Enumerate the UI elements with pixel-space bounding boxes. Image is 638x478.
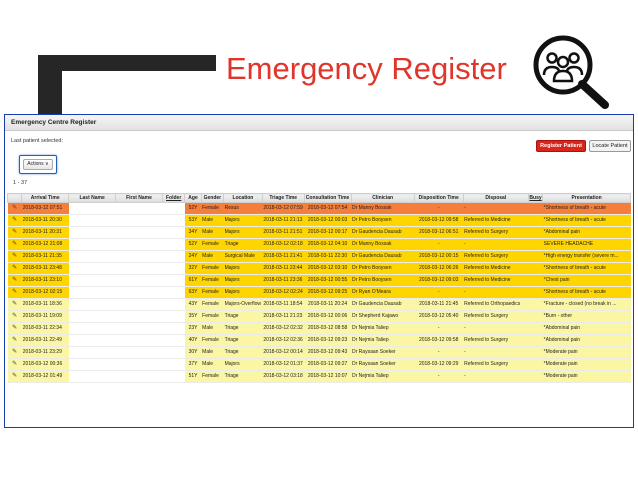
- column-header-age[interactable]: Age: [185, 194, 201, 203]
- disposal-cell: Referred to Surgery: [463, 335, 528, 347]
- consultation-time-cell: 2018-03-12 09:25: [304, 287, 351, 299]
- column-header-first-name[interactable]: First Name: [116, 194, 163, 203]
- busy-cell: [528, 227, 542, 239]
- slide-title: Emergency Register: [226, 51, 507, 86]
- triage-time-cell: 2018-03-11 18:54: [262, 299, 304, 311]
- table-row[interactable]: [8, 335, 631, 347]
- folder-cell: [162, 359, 184, 371]
- pencil-icon[interactable]: ✎: [8, 203, 22, 215]
- table-row[interactable]: [8, 251, 631, 263]
- column-header-arrival-time[interactable]: Arrival Time: [22, 194, 69, 203]
- arrival-time-cell: 2018-03-11 22:34: [22, 323, 69, 335]
- folder-cell: [162, 227, 184, 239]
- clinician-cell: Dr Nejmia Taliep: [351, 323, 414, 335]
- location-cell: Surgical Male: [224, 251, 263, 263]
- consultation-time-cell: 2018-03-11 20:24: [304, 299, 351, 311]
- folder-cell: [162, 263, 184, 275]
- pencil-icon[interactable]: ✎: [8, 275, 22, 287]
- disposal-cell: -: [463, 287, 528, 299]
- gender-cell: Male: [201, 251, 223, 263]
- first-name-cell: [116, 287, 163, 299]
- disposition-time-cell: -: [414, 239, 463, 251]
- triage-time-cell: 2018-03-12 02:36: [262, 335, 304, 347]
- disposal-cell: Referred to Surgery: [463, 227, 528, 239]
- triage-time-cell: 2018-03-12 07:59: [262, 203, 304, 215]
- last-name-cell: [69, 371, 116, 383]
- consultation-time-cell: 2018-03-12 00:06: [304, 311, 351, 323]
- first-name-cell: [116, 347, 163, 359]
- triage-time-cell: 2018-03-11 21:13: [262, 215, 304, 227]
- first-name-cell: [116, 215, 163, 227]
- disposition-time-cell: 2018-03-11 21:45: [414, 299, 463, 311]
- presentation-cell: *Fracture - closed (no break in ...: [543, 299, 631, 311]
- last-name-cell: [69, 323, 116, 335]
- register-table: [7, 193, 631, 383]
- last-name-cell: [69, 299, 116, 311]
- disposition-time-cell: -: [414, 347, 463, 359]
- arrival-time-cell: 2018-03-12 02:15: [22, 287, 69, 299]
- presentation-cell: *Shortness of breath - acute: [543, 203, 631, 215]
- presentation-cell: *Shortness of breath - acute: [543, 287, 631, 299]
- presentation-cell: *Moderate pain: [543, 371, 631, 383]
- location-cell: Resus: [224, 203, 263, 215]
- folder-cell: [162, 275, 184, 287]
- presentation-cell: *Moderate pain: [543, 359, 631, 371]
- last-name-cell: [69, 251, 116, 263]
- first-name-cell: [116, 335, 163, 347]
- folder-cell: [162, 203, 184, 215]
- arrival-time-cell: 2018-03-12 07:51: [22, 203, 69, 215]
- triage-time-cell: 2018-03-12 00:14: [262, 347, 304, 359]
- gender-cell: Male: [201, 215, 223, 227]
- disposition-time-cell: 2018-03-12 05:40: [414, 311, 463, 323]
- first-name-cell: [116, 359, 163, 371]
- presentation-cell: *Moderate pain: [543, 347, 631, 359]
- folder-cell: [162, 335, 184, 347]
- presentation-cell: *Shortness of breath - acute: [543, 263, 631, 275]
- triage-time-cell: 2018-03-11 21:51: [262, 227, 304, 239]
- table-row[interactable]: [8, 263, 631, 275]
- last-name-cell: [69, 335, 116, 347]
- table-row[interactable]: [8, 347, 631, 359]
- pencil-icon[interactable]: ✎: [8, 371, 22, 383]
- triage-time-cell: 2018-03-11 23:36: [262, 275, 304, 287]
- pencil-icon[interactable]: ✎: [8, 323, 22, 335]
- register-window: [4, 114, 634, 428]
- consultation-time-cell: 2018-03-12 09:23: [304, 335, 351, 347]
- triage-time-cell: 2018-03-11 21:23: [262, 311, 304, 323]
- busy-cell: [528, 335, 542, 347]
- table-row[interactable]: [8, 311, 631, 323]
- disposal-cell: -: [463, 371, 528, 383]
- last-name-cell: [69, 263, 116, 275]
- disposal-cell: Referred to Medicine: [463, 215, 528, 227]
- disposition-time-cell: 2018-03-12 00:15: [414, 251, 463, 263]
- consultation-time-cell: 2018-03-12 08:58: [304, 323, 351, 335]
- column-header-location[interactable]: Location: [224, 194, 263, 203]
- consultation-time-cell: 2018-03-12 04:10: [304, 239, 351, 251]
- last-name-cell: [69, 359, 116, 371]
- presentation-cell: *Burn - other: [543, 311, 631, 323]
- disposition-time-cell: 2018-03-12 06:51: [414, 227, 463, 239]
- table-row[interactable]: [8, 359, 631, 371]
- clinician-cell: Dr Nejmia Taliep: [351, 335, 414, 347]
- busy-cell: [528, 371, 542, 383]
- arrival-time-cell: 2018-03-11 21:35: [22, 251, 69, 263]
- last-name-cell: [69, 311, 116, 323]
- arrival-time-cell: 2018-03-11 23:48: [22, 263, 69, 275]
- first-name-cell: [116, 323, 163, 335]
- age-cell: 52Y: [185, 203, 201, 215]
- table-row[interactable]: [8, 299, 631, 311]
- folder-cell: [162, 215, 184, 227]
- disposal-cell: Referred to Surgery: [463, 359, 528, 371]
- age-cell: 30Y: [185, 347, 201, 359]
- location-cell: Majors: [224, 215, 263, 227]
- clinician-cell: Dr Raysaan Soeker: [351, 359, 414, 371]
- folder-cell: [162, 299, 184, 311]
- gender-cell: Male: [201, 347, 223, 359]
- folder-cell: [162, 311, 184, 323]
- consultation-time-cell: 2018-03-12 00:03: [304, 215, 351, 227]
- arrival-time-cell: 2018-03-11 19:09: [22, 311, 69, 323]
- pencil-icon[interactable]: ✎: [8, 359, 22, 371]
- table-row[interactable]: [8, 239, 631, 251]
- busy-cell: [528, 263, 542, 275]
- location-cell: Triage: [224, 311, 263, 323]
- clinician-cell: Dr Gaudencia Dausab: [351, 251, 414, 263]
- disposition-time-cell: -: [414, 203, 463, 215]
- age-cell: 53Y: [185, 215, 201, 227]
- clinician-cell: Dr Raysaan Soeker: [351, 347, 414, 359]
- arrival-time-cell: 2018-03-12 21:08: [22, 239, 69, 251]
- last-patient-label: Last patient selected:: [11, 138, 63, 144]
- triage-time-cell: 2018-03-12 03:18: [262, 371, 304, 383]
- disposal-cell: -: [463, 323, 528, 335]
- table-header-row: [8, 194, 631, 203]
- gender-cell: Female: [201, 311, 223, 323]
- gender-cell: Female: [201, 239, 223, 251]
- clinician-cell: Dr Manny Bossak: [351, 203, 414, 215]
- disposal-cell: Referred to Medicine: [463, 263, 528, 275]
- clinician-cell: Dr Shepherd Kajawo: [351, 311, 414, 323]
- first-name-cell: [116, 263, 163, 275]
- disposition-time-cell: 2018-03-12 09:03: [414, 275, 463, 287]
- first-name-cell: [116, 371, 163, 383]
- triage-time-cell: 2018-03-11 23:44: [262, 263, 304, 275]
- decorative-bar-vertical: [38, 55, 62, 117]
- presentation-cell: *Chest pain: [543, 275, 631, 287]
- age-cell: 37Y: [185, 359, 201, 371]
- disposition-time-cell: 2018-03-12 09:58: [414, 215, 463, 227]
- column-header-consultation-time[interactable]: Consultation Time: [305, 195, 350, 201]
- presentation-cell: *Abdominal pain: [543, 335, 631, 347]
- table-row[interactable]: [8, 203, 631, 215]
- last-name-cell: [69, 215, 116, 227]
- table-row[interactable]: [8, 275, 631, 287]
- gender-cell: Female: [201, 299, 223, 311]
- disposal-cell: -: [463, 203, 528, 215]
- triage-time-cell: 2018-03-12 02:24: [262, 287, 304, 299]
- busy-cell: [528, 251, 542, 263]
- location-cell: Majors-Overflow: [224, 299, 263, 311]
- location-cell: Majors: [224, 263, 263, 275]
- consultation-time-cell: 2018-03-12 03:10: [304, 263, 351, 275]
- folder-cell: [162, 251, 184, 263]
- folder-cell: [162, 371, 184, 383]
- disposition-time-cell: -: [414, 323, 463, 335]
- decorative-bar: [38, 55, 216, 71]
- pencil-icon[interactable]: ✎: [8, 347, 22, 359]
- arrival-time-cell: 2018-03-12 00:36: [22, 359, 69, 371]
- column-header-folder[interactable]: Folder: [162, 194, 184, 203]
- disposition-time-cell: -: [414, 287, 463, 299]
- age-cell: 34Y: [185, 227, 201, 239]
- disposal-cell: Referred to Medicine: [463, 275, 528, 287]
- presentation-cell: *High energy transfer (severe m...: [543, 251, 631, 263]
- record-count: 1 - 37: [13, 180, 28, 186]
- column-header-disposition-time[interactable]: Disposition Time: [414, 194, 463, 203]
- disposition-time-cell: -: [414, 371, 463, 383]
- presentation-cell: *Abdominal pain: [543, 227, 631, 239]
- arrival-time-cell: 2018-03-11 22:49: [22, 335, 69, 347]
- actions-focus-ring: [19, 155, 57, 174]
- gender-cell: Male: [201, 227, 223, 239]
- location-cell: Majors: [224, 359, 263, 371]
- busy-cell: [528, 239, 542, 251]
- folder-cell: [162, 347, 184, 359]
- clinician-cell: Dr Petro Booysen: [351, 263, 414, 275]
- first-name-cell: [116, 311, 163, 323]
- pencil-icon[interactable]: ✎: [8, 215, 22, 227]
- table-row[interactable]: [8, 227, 631, 239]
- consultation-time-cell: 2018-03-12 07:54: [304, 203, 351, 215]
- gender-cell: Female: [201, 287, 223, 299]
- gender-cell: Female: [201, 275, 223, 287]
- triage-time-cell: 2018-03-12 02:32: [262, 323, 304, 335]
- clinician-cell: Dr Ryan O'Meara: [351, 287, 414, 299]
- first-name-cell: [116, 299, 163, 311]
- age-cell: 43Y: [185, 299, 201, 311]
- age-cell: 63Y: [185, 287, 201, 299]
- first-name-cell: [116, 251, 163, 263]
- last-name-cell: [69, 275, 116, 287]
- clinician-cell: Dr Manny Bossak: [351, 239, 414, 251]
- gender-cell: Male: [201, 359, 223, 371]
- busy-cell: [528, 287, 542, 299]
- age-cell: 61Y: [185, 275, 201, 287]
- location-cell: Majors: [224, 227, 263, 239]
- location-cell: Triage: [224, 335, 263, 347]
- location-cell: Triage: [224, 347, 263, 359]
- arrival-time-cell: 2018-03-11 20:30: [22, 215, 69, 227]
- arrival-time-cell: 2018-03-11 23:29: [22, 347, 69, 359]
- column-header-clinician[interactable]: Clinician: [351, 194, 414, 203]
- triage-time-cell: 2018-03-12 02:18: [262, 239, 304, 251]
- disposition-time-cell: 2018-03-12 09:29: [414, 359, 463, 371]
- arrival-time-cell: 2018-03-12 01:49: [22, 371, 69, 383]
- clinician-cell: Dr Petro Booysen: [351, 215, 414, 227]
- triage-time-cell: 2018-03-12 01:37: [262, 359, 304, 371]
- arrival-time-cell: 2018-03-11 23:10: [22, 275, 69, 287]
- table-row[interactable]: [8, 215, 631, 227]
- table-row[interactable]: [8, 287, 631, 299]
- presentation-cell: *Shortness of breath - acute: [543, 215, 631, 227]
- clinician-cell: Dr Gaudencia Dausab: [351, 227, 414, 239]
- column-header-gender[interactable]: Gender: [201, 194, 223, 203]
- busy-cell: [528, 311, 542, 323]
- busy-cell: [528, 203, 542, 215]
- pencil-icon[interactable]: ✎: [8, 251, 22, 263]
- busy-cell: [528, 215, 542, 227]
- busy-cell: [528, 275, 542, 287]
- consultation-time-cell: 2018-03-12 00:17: [304, 227, 351, 239]
- disposal-cell: Referred to Surgery: [463, 251, 528, 263]
- gender-cell: Female: [201, 263, 223, 275]
- first-name-cell: [116, 239, 163, 251]
- register-patient-button[interactable]: Register Patient: [536, 140, 586, 152]
- last-name-cell: [69, 227, 116, 239]
- table-row[interactable]: [8, 371, 631, 383]
- clinician-cell: Dr Gaudencia Dausab: [351, 299, 414, 311]
- last-name-cell: [69, 239, 116, 251]
- gender-cell: Female: [201, 371, 223, 383]
- pencil-icon[interactable]: ✎: [8, 263, 22, 275]
- disposition-time-cell: 2018-03-12 06:26: [414, 263, 463, 275]
- age-cell: 32Y: [185, 263, 201, 275]
- disposal-cell: -: [463, 239, 528, 251]
- arrival-time-cell: 2018-03-11 20:31: [22, 227, 69, 239]
- consultation-time-cell: 2018-03-12 09:27: [304, 359, 351, 371]
- pencil-icon[interactable]: ✎: [8, 239, 22, 251]
- gender-cell: Female: [201, 335, 223, 347]
- disposal-cell: Referred to Orthopaedics: [463, 299, 528, 311]
- pencil-icon[interactable]: ✎: [8, 311, 22, 323]
- age-cell: 35Y: [185, 311, 201, 323]
- age-cell: 51Y: [185, 371, 201, 383]
- actions-dropdown[interactable]: Actions ∨: [23, 159, 53, 170]
- busy-cell: [528, 347, 542, 359]
- disposal-cell: -: [463, 347, 528, 359]
- column-header-busy[interactable]: Busy: [529, 195, 542, 201]
- window-title: Emergency Centre Register: [5, 115, 633, 131]
- column-header-disposal[interactable]: Disposal: [463, 194, 528, 203]
- presentation-cell: SEVERE HEADACHE: [543, 239, 631, 251]
- age-cell: 24Y: [185, 251, 201, 263]
- consultation-time-cell: 2018-03-11 22:30: [304, 251, 351, 263]
- clinician-cell: Dr Petro Booysen: [351, 275, 414, 287]
- pencil-icon[interactable]: ✎: [8, 227, 22, 239]
- clinician-cell: Dr Nejmia Taliep: [351, 371, 414, 383]
- busy-cell: [528, 323, 542, 335]
- gender-cell: Male: [201, 323, 223, 335]
- location-cell: Majors: [224, 287, 263, 299]
- folder-cell: [162, 239, 184, 251]
- consultation-time-cell: 2018-03-12 10:07: [304, 371, 351, 383]
- arrival-time-cell: 2018-03-11 18:36: [22, 299, 69, 311]
- column-header-last-name[interactable]: Last Name: [69, 194, 116, 203]
- consultation-time-cell: 2018-03-12 00:55: [304, 275, 351, 287]
- pencil-icon[interactable]: ✎: [8, 299, 22, 311]
- busy-cell: [528, 299, 542, 311]
- location-cell: Triage: [224, 239, 263, 251]
- location-cell: Triage: [224, 323, 263, 335]
- column-header-edit[interactable]: [8, 194, 22, 203]
- pencil-icon[interactable]: ✎: [8, 287, 22, 299]
- pencil-icon[interactable]: ✎: [8, 335, 22, 347]
- folder-cell: [162, 287, 184, 299]
- last-name-cell: [69, 203, 116, 215]
- disposal-cell: Referred to Surgery: [463, 311, 528, 323]
- column-header-presentation[interactable]: Presentation: [543, 194, 631, 203]
- gender-cell: Female: [201, 203, 223, 215]
- triage-time-cell: 2018-03-11 21:41: [262, 251, 304, 263]
- location-cell: Majors: [224, 275, 263, 287]
- last-name-cell: [69, 287, 116, 299]
- consultation-time-cell: 2018-03-12 09:43: [304, 347, 351, 359]
- first-name-cell: [116, 203, 163, 215]
- age-cell: 52Y: [185, 239, 201, 251]
- location-cell: Triage: [224, 371, 263, 383]
- first-name-cell: [116, 275, 163, 287]
- column-header-triage-time[interactable]: Triage Time: [262, 194, 304, 203]
- folder-cell: [162, 323, 184, 335]
- locate-patient-button[interactable]: Locate Patient: [589, 140, 631, 152]
- presentation-cell: *Abdominal pain: [543, 323, 631, 335]
- busy-cell: [528, 359, 542, 371]
- age-cell: 23Y: [185, 323, 201, 335]
- last-name-cell: [69, 347, 116, 359]
- age-cell: 40Y: [185, 335, 201, 347]
- first-name-cell: [116, 227, 163, 239]
- table-row[interactable]: [8, 323, 631, 335]
- disposition-time-cell: 2018-03-12 09:58: [414, 335, 463, 347]
- magnifier-people-icon: [523, 28, 615, 110]
